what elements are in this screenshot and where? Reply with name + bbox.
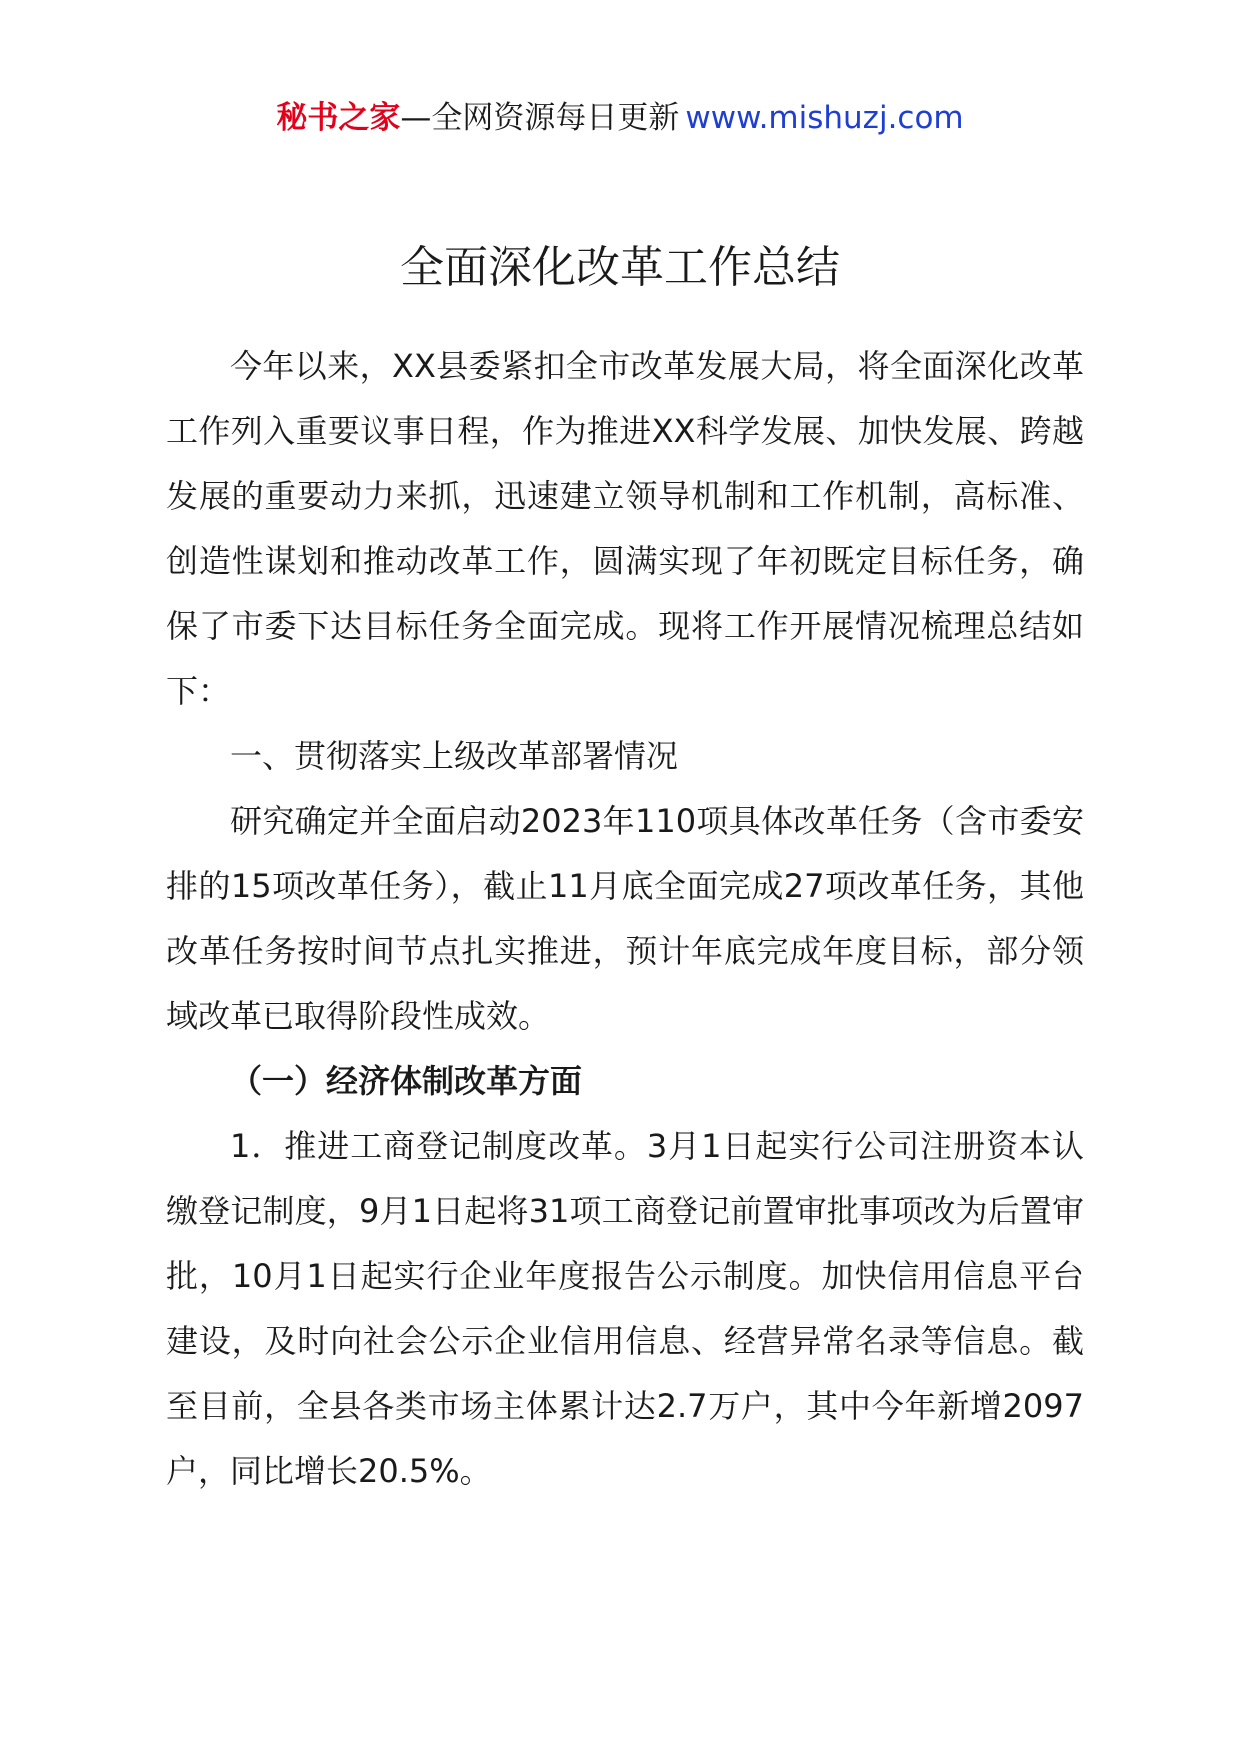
intro-paragraph: 今年以来，XX县委紧扣全市改革发展大局，将全面深化改革工作列入重要议事日程，作为推进XX科学发展、加快发展、跨越发展的重要动力来抓，迅速建立领导机制和工作机制，高标准、创造性谋划和推动改革工作，圆满实现了年初既定目标任务，确保了市委下达目标任务全面完成。现将工作开展情况梳理总结如下：	[166, 347, 1084, 710]
section-paragraph: 研究确定并全面启动2023年110项具体改革任务（含市委安排的15项改革任务），截止11月底全面完成27项改革任务，其他改革任务按时间节点扎实推进，预计年底完成年度目标，部分领域改革已取得阶段性成效。	[166, 802, 1084, 1035]
document-body	[166, 334, 1084, 1504]
item-paragraph: 1．推进工商登记制度改革。3月1日起实行公司注册资本认缴登记制度，9月1日起将31项工商登记前置审批事项改为后置审批，10月1日起实行企业年度报告公示制度。加快信用信息平台建设，及时向社会公示企业信用信息、经营异常名录等信息。截至目前，全县各类市场主体累计达2.7万户，其中今年新增2097户，同比增长20.5%。	[166, 1127, 1084, 1490]
site-brand: 秘书之家	[276, 100, 401, 136]
site-header	[0, 98, 1240, 138]
document-title: 全面深化改革工作总结	[400, 242, 840, 293]
subsection-heading: （一）经济体制改革方面	[230, 1062, 583, 1100]
site-tagline: —全网资源每日更新	[400, 100, 680, 136]
site-url-link[interactable]: www.mishuzj.com	[685, 100, 964, 136]
section-heading: 一、贯彻落实上级改革部署情况	[230, 737, 679, 775]
